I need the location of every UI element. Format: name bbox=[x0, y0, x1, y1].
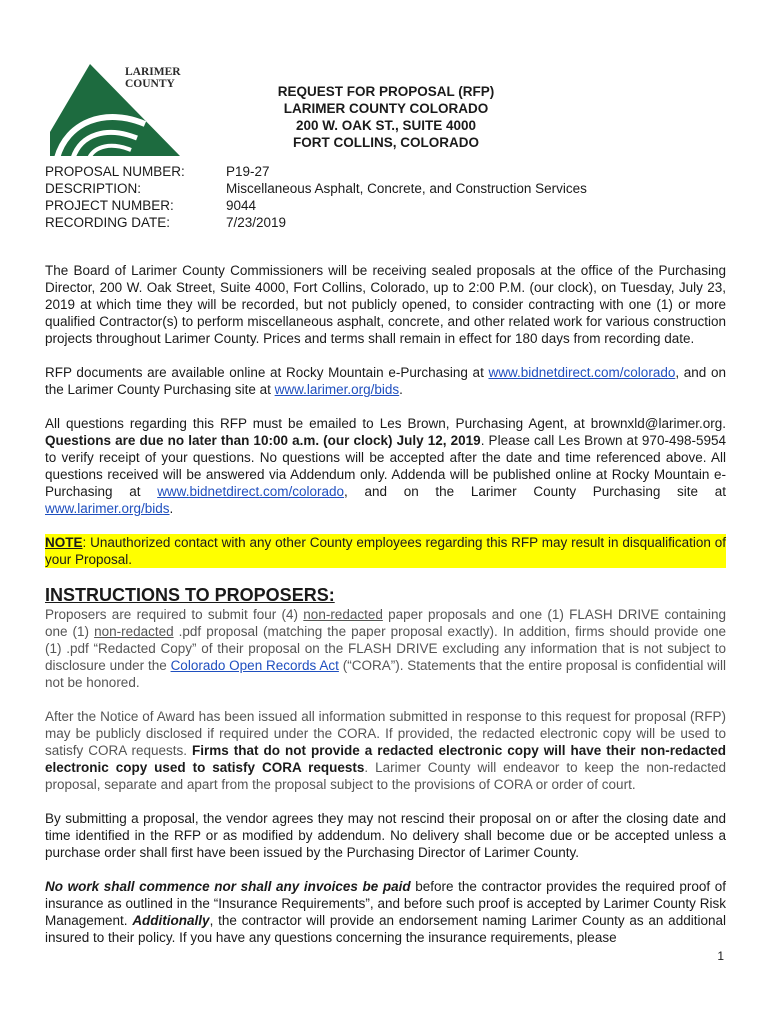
meta-row bbox=[45, 197, 587, 214]
text-span: (“CORA”). Statements that the entire proposal is confidential will not be honored. bbox=[45, 658, 726, 690]
meta-label: PROJECT NUMBER: bbox=[45, 198, 174, 213]
meta-value: 7/23/2019 bbox=[226, 215, 287, 230]
paragraph-board-notice: The Board of Larimer County Commissioners will be receiving sealed proposals at the office of the Purchasing Director, 200 W. Oak Street, Suite 4000, Fort Collins, Colorado, up to 2:00 P.M. (our clock), on Tuesday, July 23, 2019 at which time they will be recorded, but not publicly opened, to consider contracting with one (1) or more qualified Contractor(s) to perform miscellaneous asphalt, concrete, and other related work for various construction projects throughout Larimer County. Prices and terms shall remain in effect for 180 days from recording date. bbox=[45, 263, 726, 346]
text-span: Proposers are required to submit four (4) bbox=[45, 607, 304, 622]
document-body bbox=[45, 262, 726, 963]
text-span: . bbox=[399, 382, 403, 397]
paragraph-questions bbox=[45, 415, 726, 517]
text-span: paper proposals and one (1) FLASH DRIVE containing one (1) bbox=[45, 607, 727, 639]
text-span: before the contractor provides the required proof of insurance as outlined in the “Insurance Requirements”, and before such proof is accepted by Larimer County Risk Management. bbox=[45, 879, 726, 928]
header-line-2: LARIMER COUNTY COLORADO bbox=[283, 101, 489, 116]
text-span: , the contractor will provide an endorsement naming Larimer County as an additional insured to their policy. If you have any questions concerning the insurance requirements, please bbox=[45, 913, 726, 945]
text-span: . bbox=[169, 501, 174, 516]
text-span: , and on the Larimer County Purchasing site at bbox=[45, 365, 726, 397]
underlined-text: non-redacted bbox=[303, 607, 383, 622]
text-span: , and on the Larimer County Purchasing site at bbox=[344, 484, 726, 499]
header-line-4: FORT COLLINS, COLORADO bbox=[293, 135, 479, 150]
text-span: .pdf proposal (matching the paper proposal exactly). In addition, firms should provide one (1) .pdf “Redacted Copy” of their proposal on the FLASH DRIVE excluding any information that is not subject to disclosure under the bbox=[45, 624, 726, 673]
paragraph-submitting: By submitting a proposal, the vendor agrees they may not rescind their proposal on or after the closing date and time identified in the RFP or as modified by addendum. No delivery shall become due or be accepted unless a purchase order shall first have been issued by the Purchasing Director of Larimer County. bbox=[45, 811, 726, 860]
meta-value: Miscellaneous Asphalt, Concrete, and Construction Services bbox=[226, 181, 587, 196]
meta-label: PROPOSAL NUMBER: bbox=[45, 164, 185, 179]
meta-label: RECORDING DATE: bbox=[45, 215, 171, 230]
instructions-heading: INSTRUCTIONS TO PROPOSERS: bbox=[45, 585, 335, 605]
larimer-bids-link[interactable]: www.larimer.org/bids bbox=[274, 382, 400, 397]
page-number: 1 bbox=[717, 949, 724, 963]
larimer-bids-link[interactable]: www.larimer.org/bids bbox=[45, 501, 170, 516]
logo-text bbox=[125, 66, 181, 90]
paragraph-insurance bbox=[45, 878, 726, 946]
bidnet-link[interactable]: www.bidnetdirect.com/colorado bbox=[488, 365, 676, 380]
bold-text: Firms that do not provide a redacted electronic copy will have their non-redacted electronic copy used to satisfy CORA requests bbox=[45, 743, 726, 775]
logo-line-2: COUNTY bbox=[125, 78, 175, 90]
text-span: RFP documents are available online at Rocky Mountain e-Purchasing at bbox=[45, 365, 489, 380]
underlined-text: non-redacted bbox=[94, 624, 174, 639]
header-line-3: 200 W. OAK ST., SUITE 4000 bbox=[295, 118, 477, 133]
proposal-metadata bbox=[45, 163, 587, 231]
bidnet-link[interactable]: www.bidnetdirect.com/colorado bbox=[157, 484, 345, 499]
header-line-1: REQUEST FOR PROPOSAL (RFP) bbox=[277, 84, 495, 99]
questions-deadline: Questions are due no later than 10:00 a.m. (our clock) July 12, 2019 bbox=[45, 433, 481, 448]
meta-row bbox=[45, 180, 587, 197]
document-header bbox=[186, 83, 586, 151]
bold-italic-text: Additionally bbox=[132, 913, 210, 928]
note-highlight bbox=[45, 534, 726, 568]
bold-italic-text: No work shall commence nor shall any invoices be paid bbox=[45, 879, 411, 894]
text-span: . Larimer County will endeavor to keep the non-redacted proposal, separate and apart from the proposal subject to the provisions of CORA or order of court. bbox=[45, 760, 726, 792]
meta-value: 9044 bbox=[226, 198, 257, 213]
note-label: NOTE bbox=[45, 535, 83, 550]
paragraph-rfp-documents bbox=[45, 364, 726, 398]
text-span: All questions regarding this RFP must be emailed to Les Brown, Purchasing Agent, at brownxld@larimer.org. bbox=[45, 416, 726, 431]
meta-value: P19-27 bbox=[226, 164, 270, 179]
paragraph-submission bbox=[45, 606, 726, 691]
meta-label: DESCRIPTION: bbox=[45, 181, 142, 196]
note-text: : Unauthorized contact with any other County employees regarding this RFP may result in disqualification of your Proposal. bbox=[45, 535, 726, 567]
text-span: . Please call Les Brown at 970-498-5954 to verify receipt of your questions. No questions will be accepted after the date and time referenced above. All questions received will be answered via Addendum only. Addenda will be published online at Rocky Mountain e-Purchasing at bbox=[45, 433, 726, 499]
meta-row bbox=[45, 214, 587, 231]
logo-line-1: LARIMER bbox=[125, 66, 181, 78]
text-span: After the Notice of Award has been issued all information submitted in response to this request for proposal (RFP) may be publicly disclosed if required under the CORA. If provided, the redacted electronic copy will be used to satisfy CORA requests. bbox=[45, 709, 726, 758]
paragraph-notice-of-award bbox=[45, 708, 726, 793]
cora-link[interactable]: Colorado Open Records Act bbox=[170, 658, 339, 673]
meta-row bbox=[45, 163, 587, 180]
